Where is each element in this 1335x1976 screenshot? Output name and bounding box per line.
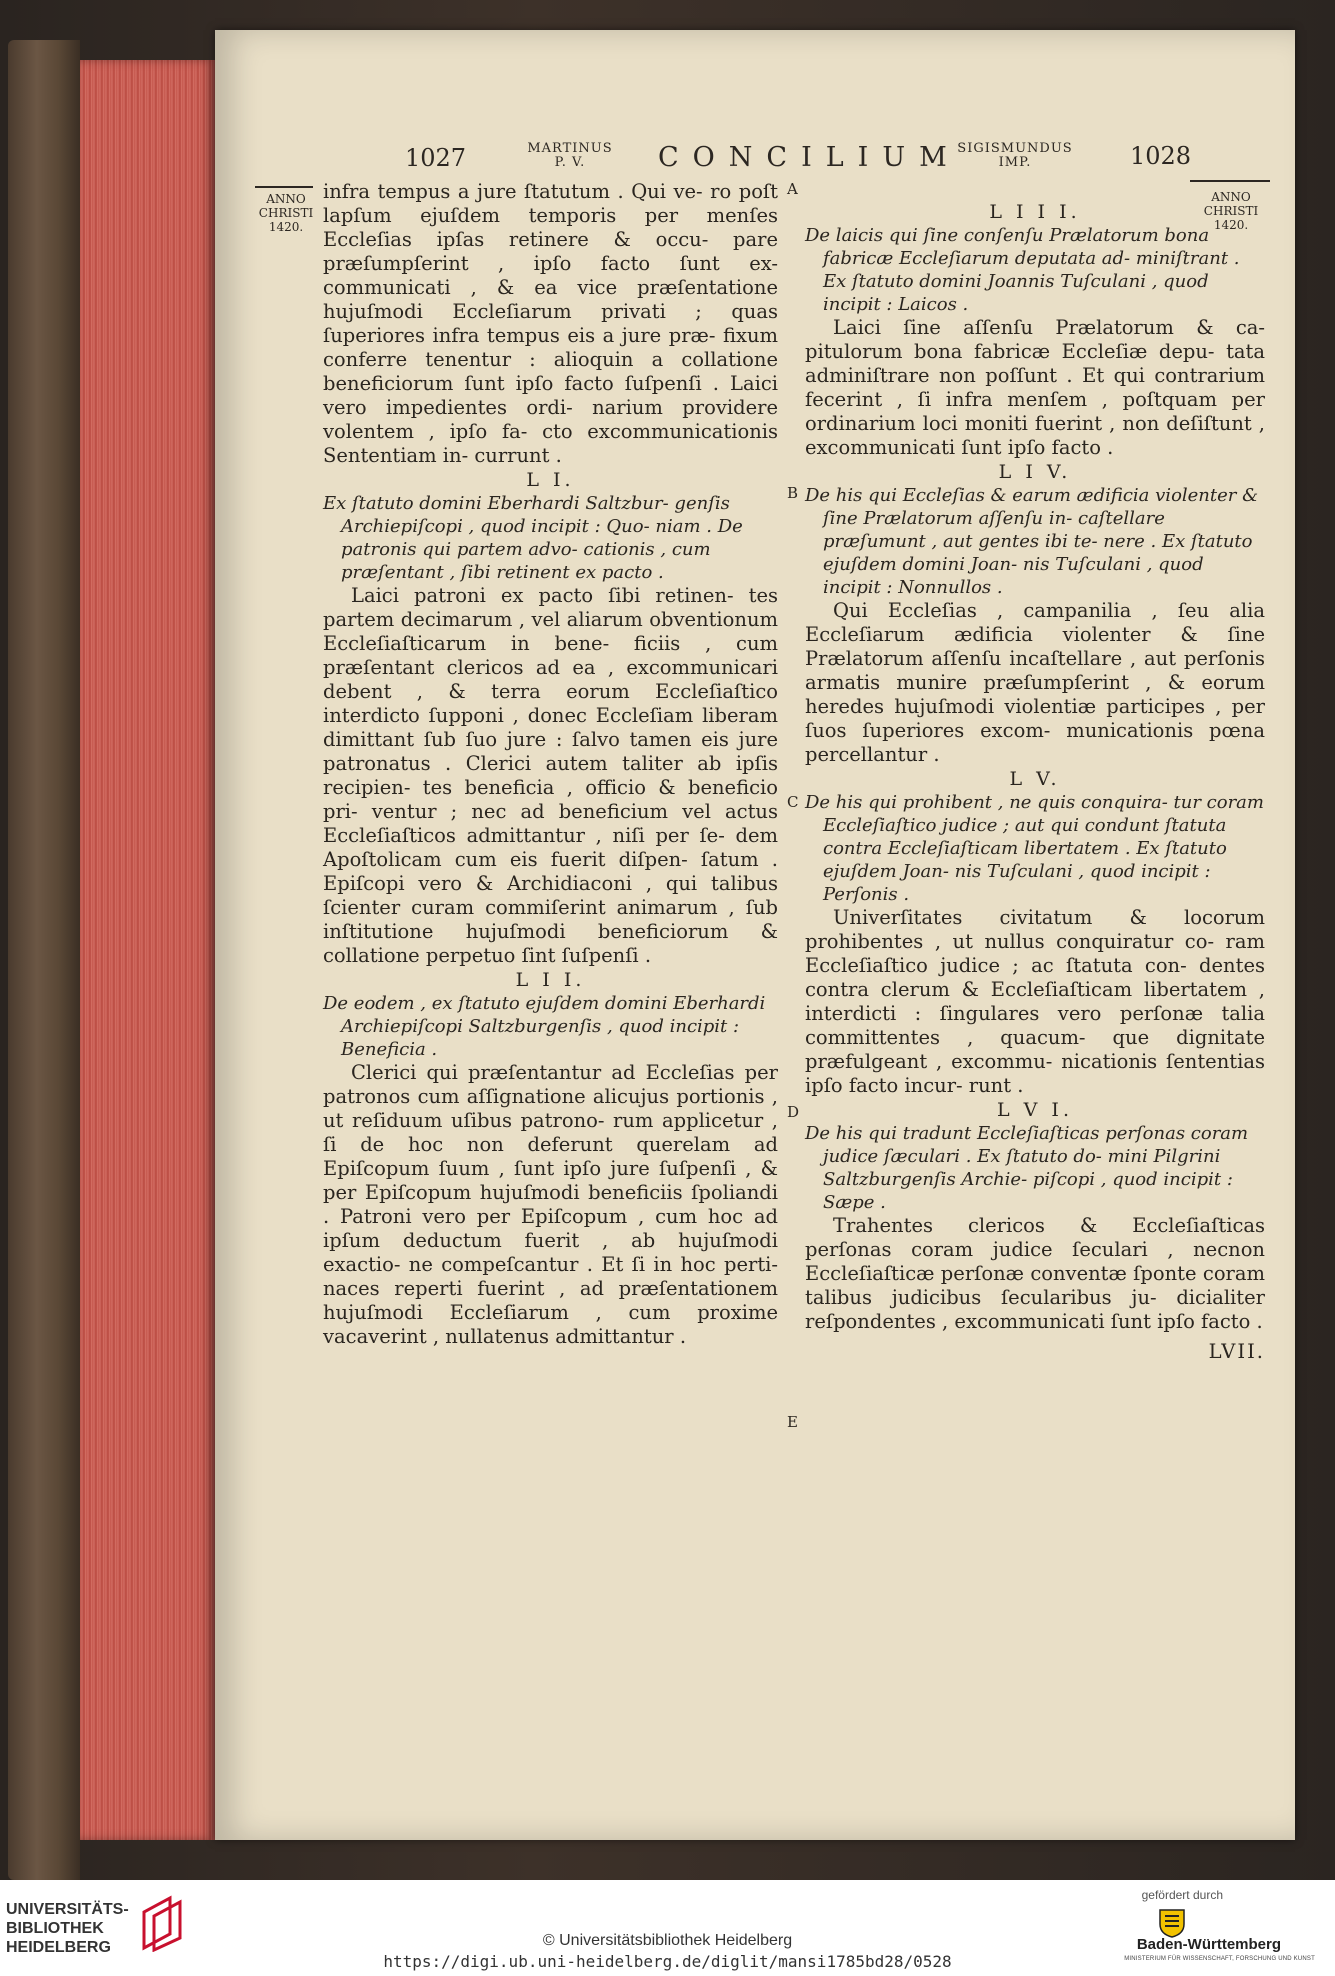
paragraph-liii: Laici ſine aſſenſu Prælatorum & ca- pitulorum bona fabricæ Eccleſiæ depu- tata adminiſtrare non poſſunt . Et qui contrarium fecerint , ſi infra menſem , poſtquam per ordinarium loci moniti fuerint , non deſiſtunt , excommunicati ſunt ipſo facto .: [805, 316, 1265, 459]
state-crest-icon: [1157, 1906, 1187, 1938]
logo-line-3: HEIDELBERG: [6, 1939, 111, 1956]
heading-lv: L V.: [1009, 768, 1061, 790]
heading-lii: L I I.: [515, 969, 586, 991]
funded-by-label: gefördert durch: [1141, 1888, 1223, 1902]
logo-line-1: UNIVERSITÄTS-: [6, 1901, 129, 1918]
rubric-lii: De eodem , ex ſtatuto ejuſdem domini Eberhardi Archiepiſcopi Saltzburgenſis , quod incipit : Beneficia .: [323, 993, 766, 1060]
margin-anno-left: ANNO: [266, 192, 306, 206]
left-paragraph-1: infra tempus a jure ſtatutum . Qui ve- ro poſt lapſum ejuſdem temporis per menſes Eccleſias ipſas retinere & occu- pare præſumpſerint , ipſo facto ſunt ex- communicati , & ea vice præſentatione hujuſmodi Eccleſiarum privati ; quas ſuperiores infra tempus eis a jure præ- fixum conferre tenentur : alioquin a collatione beneficiorum ſunt ipſo facto ſuſpenſi . Laici vero impedientes ordi- narium providere volentem , ipſo fa- cto excommunicationis Sententiam in- currunt .: [323, 180, 778, 467]
page-number-left: 1027: [405, 144, 467, 172]
section-letter-e: E: [787, 1413, 798, 1431]
logo-line-2: BIBLIOTHEK: [6, 1920, 104, 1937]
left-column: [323, 180, 778, 1349]
section-letter-b: B: [787, 484, 799, 502]
margin-year-value-left: 1420.: [268, 220, 304, 234]
sponsor-name: Baden-Württemberg: [1136, 1936, 1281, 1953]
book-page: [215, 30, 1295, 1840]
section-letter-a: A: [787, 180, 798, 198]
margin-christi-left: CHRISTI: [258, 206, 314, 220]
paragraph-li: Laici patroni ex pacto ſibi retinen- tes partem decimarum , vel aliarum obventionum Eccleſiaſticarum in bene- ficiis , cum præſentant clericos ad ea , excommunicari debent , & terra eorum Eccleſiaſtico interdicto ſupponi , donec Eccleſiam liberam dimittant ſub ſuo jure : ſalvo tamen eis jure patronatus . Clerici autem taliter ab ipſis recipien- tes beneficia , officio & beneficio pri- ventur ; nec ad beneficium vel actus Eccleſiaſticos admittantur , niſi per ſe- dem Apoſtolicam cum eis fuerit diſpen- ſatum . Epiſcopi vero & Archidiaconi , qui talibus ſcienter curam commiſerint animarum , ſub inſtitutione hujuſmodi beneficiorum & collatione perpetuo ſint ſuſpenſi .: [323, 584, 778, 967]
margin-year-left: [255, 192, 317, 234]
rubric-liv: De his qui Eccleſias & earum ædificia violenter & ſine Prælatorum aſſenſu in- caſtellare præſumunt , aut gentes ibi te- nere . Ex ſtatuto ejuſdem domini Joan- nis Tuſculani , quod incipit : Nonnullos .: [805, 485, 1259, 598]
viewer-footer: [0, 1880, 1335, 1976]
margin-christi-right: CHRISTI: [1203, 204, 1259, 218]
margin-rule-right: [1190, 180, 1270, 182]
copyright-notice: © Universitätsbibliothek Heidelberg: [542, 1932, 793, 1949]
sponsor-subtitle: MINISTERIUM FÜR WISSENSCHAFT, FORSCHUNG UND KUNST: [1124, 1956, 1315, 1962]
permalink-url[interactable]: https://digi.ub.uni-heidelberg.de/diglit/mansi1785bd28/0528: [383, 1952, 952, 1971]
running-title: CONCILIUM: [658, 142, 961, 173]
margin-year-value-right: 1420.: [1213, 218, 1249, 232]
right-column: [805, 200, 1265, 1364]
section-letter-d: D: [787, 1103, 800, 1121]
header-emperor-name: SIGISMUNDUS: [957, 141, 1073, 156]
heading-lvi: L V I.: [997, 1099, 1073, 1121]
rubric-lv: De his qui prohibent , ne quis conquira- tur coram Eccleſiaſtico judice ; aut qui condunt ſtatuta contra Eccleſiaſticam libertatem . Ex ſtatuto ejuſdem Joan- nis Tuſculani , quod incipit : Perſonis .: [805, 792, 1264, 905]
section-letter-c: C: [787, 793, 799, 811]
heading-liii: L I I I.: [989, 201, 1081, 223]
paragraph-lvi: Trahentes clericos & Eccleſiaſticas perſonas coram judice ſeculari , necnon Eccleſiaſticæ perſonæ conventæ ſponte coram talibus judicibus ſecularibus ju- dicialiter reſpondentes , excommunicati ſunt ipſo facto .: [805, 1214, 1265, 1333]
margin-anno-right: ANNO: [1211, 190, 1251, 204]
page-number-right: 1028: [1130, 142, 1192, 170]
header-pope-title: P. V.: [554, 155, 586, 170]
paragraph-lv: Univerſitates civitatum & locorum prohibentes , ut nullus conquiratur co- ram Eccleſiaſtico judice ; ac ſtatuta con- dentes contra clerum & Eccleſiaſticam libertatem , interdicti : ſingulares vero perſonæ talia committentes , quacum- que dignitate præfulgeant , excommu- nicationis ſententias ipſo facto incur- runt .: [805, 906, 1265, 1097]
header-emperor: [945, 142, 1085, 170]
rubric-li: Ex ſtatuto domini Eberhardi Saltzbur- genſis Archiepiſcopi , quod incipit : Quo- niam . De patronis qui partem advo- cationis , cum præſentant , ſibi retinent ex pacto .: [323, 493, 743, 583]
paragraph-lii: Clerici qui præſentantur ad Eccleſias per patronos cum aſſignatione alicujus portionis , ut reſiduum uſibus patrono- rum applicetur , ſi de hoc non deferunt querelam ad Epiſcopum ſuum , ſunt ipſo jure ſuſpenſi , & per Epiſcopum hujuſmodi beneficiis ſpoliandi . Patroni vero per Epiſcopum , cum hoc ad ipſum deductum fuerit , ab hujuſmodi exactio- ne compeſcantur . Et ſi in hoc perti- naces reperti fuerint , ad præſentationem hujuſmodi Eccleſiarum , cum proxime vacaverint , nullatenus admittantur .: [323, 1061, 778, 1348]
margin-rule-left: [255, 186, 313, 188]
header-pope: [515, 142, 625, 170]
rubric-lvi: De his qui tradunt Eccleſiaſticas perſonas coram judice ſæculari . Ex ſtatuto do- mini Pilgrini Saltzburgenſis Archie- piſcopi , quod incipit : Sæpe .: [805, 1123, 1249, 1213]
catchword: LVII.: [1208, 1340, 1265, 1363]
header-pope-name: MARTINUS: [527, 141, 613, 156]
header-emperor-title: IMP.: [998, 155, 1032, 170]
page-edge-red: [80, 60, 215, 1840]
book-cover-left: [8, 40, 80, 1880]
heading-li: L I.: [526, 469, 575, 491]
heading-liv: L I V.: [998, 461, 1072, 483]
rubric-liii: De laicis qui ſine conſenſu Prælatorum bona fabricæ Eccleſiarum deputata ad- miniſtrant . Ex ſtatuto domini Joannis Tuſculani , quod incipit : Laicos .: [805, 225, 1240, 315]
paragraph-liv: Qui Eccleſias , campanilia , ſeu alia Eccleſiarum ædificia violenter & ſine Prælatorum aſſenſu incaſtellare , aut perſonis armatis munire præſumpſerint , & eorum heredes hujuſmodi violentiæ participes , per ſuos ſuperiores excom- municationis pœna percellantur .: [805, 599, 1265, 766]
